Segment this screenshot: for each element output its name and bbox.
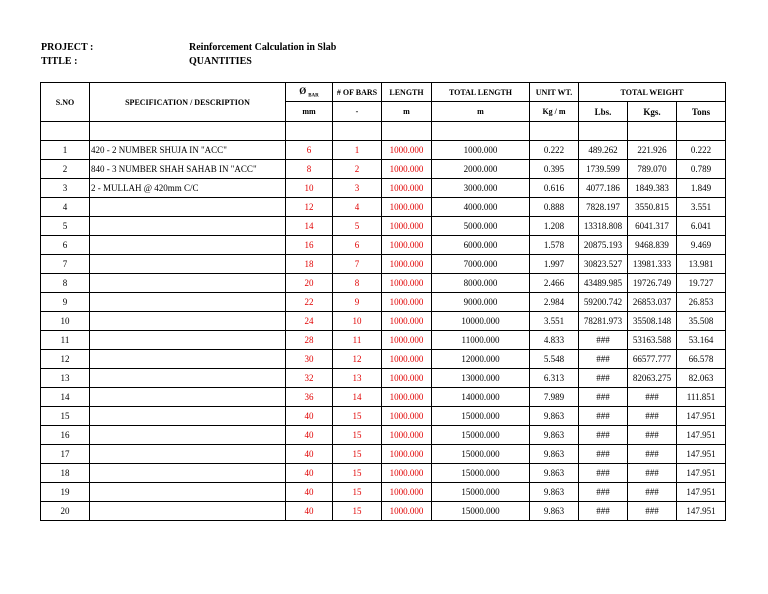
weight-kgs-cell[interactable]: ### bbox=[628, 426, 677, 445]
weight-lbs-cell[interactable]: 1739.599 bbox=[579, 160, 628, 179]
weight-lbs-cell[interactable]: 43489.985 bbox=[579, 274, 628, 293]
table-row bbox=[41, 312, 726, 331]
diameter-cell[interactable]: 8 bbox=[286, 160, 333, 179]
length-cell[interactable]: 1000.000 bbox=[382, 217, 432, 236]
weight-kgs-cell[interactable]: 6041.317 bbox=[628, 217, 677, 236]
blank-cell[interactable] bbox=[286, 122, 333, 141]
bars-cell[interactable]: 1 bbox=[333, 141, 382, 160]
unit-wt-cell[interactable]: 1.208 bbox=[530, 217, 579, 236]
diameter-cell[interactable]: 18 bbox=[286, 255, 333, 274]
table-row bbox=[41, 141, 726, 160]
weight-lbs-cell[interactable]: ### bbox=[579, 388, 628, 407]
length-cell[interactable]: 1000.000 bbox=[382, 426, 432, 445]
sno-cell[interactable]: 7 bbox=[41, 255, 90, 274]
length-cell[interactable]: 1000.000 bbox=[382, 464, 432, 483]
total-length-cell[interactable]: 3000.000 bbox=[432, 179, 530, 198]
length-cell[interactable]: 1000.000 bbox=[382, 236, 432, 255]
description-cell[interactable] bbox=[90, 293, 286, 312]
total-length-cell[interactable]: 13000.000 bbox=[432, 369, 530, 388]
weight-kgs-cell[interactable]: ### bbox=[628, 502, 677, 521]
sno-cell[interactable]: 16 bbox=[41, 426, 90, 445]
bars-cell[interactable]: 6 bbox=[333, 236, 382, 255]
weight-lbs-cell[interactable]: 13318.808 bbox=[579, 217, 628, 236]
description-cell[interactable] bbox=[90, 502, 286, 521]
total-length-cell[interactable]: 15000.000 bbox=[432, 464, 530, 483]
description-cell[interactable] bbox=[90, 483, 286, 502]
description-cell[interactable] bbox=[90, 426, 286, 445]
header-total-weight: TOTAL WEIGHT bbox=[579, 83, 726, 102]
bars-cell[interactable]: 8 bbox=[333, 274, 382, 293]
diameter-cell[interactable]: 14 bbox=[286, 217, 333, 236]
total-length-cell[interactable]: 10000.000 bbox=[432, 312, 530, 331]
diameter-cell[interactable]: 40 bbox=[286, 483, 333, 502]
weight-lbs-cell[interactable]: 30823.527 bbox=[579, 255, 628, 274]
unit-wt-cell[interactable]: 9.863 bbox=[530, 445, 579, 464]
description-cell[interactable]: 2 - MULLAH @ 420mm C/C bbox=[90, 179, 286, 198]
weight-kgs-cell[interactable]: ### bbox=[628, 388, 677, 407]
description-cell[interactable] bbox=[90, 274, 286, 293]
blank-cell[interactable] bbox=[530, 122, 579, 141]
length-cell[interactable]: 1000.000 bbox=[382, 293, 432, 312]
weight-lbs-cell[interactable]: ### bbox=[579, 502, 628, 521]
project-value[interactable]: Reinforcement Calculation in Slab bbox=[189, 42, 337, 53]
diameter-cell[interactable]: 32 bbox=[286, 369, 333, 388]
diameter-cell[interactable]: 30 bbox=[286, 350, 333, 369]
bars-cell[interactable]: 15 bbox=[333, 407, 382, 426]
weight-lbs-cell[interactable]: ### bbox=[579, 369, 628, 388]
quantities-table bbox=[40, 82, 726, 521]
total-length-cell[interactable]: 8000.000 bbox=[432, 274, 530, 293]
sno-cell[interactable]: 13 bbox=[41, 369, 90, 388]
table-row bbox=[41, 350, 726, 369]
sno-cell[interactable]: 8 bbox=[41, 274, 90, 293]
header-sno: S.NO bbox=[41, 83, 90, 122]
diameter-cell[interactable]: 40 bbox=[286, 502, 333, 521]
length-cell[interactable]: 1000.000 bbox=[382, 445, 432, 464]
weight-lbs-cell[interactable]: ### bbox=[579, 331, 628, 350]
weight-lbs-cell[interactable]: ### bbox=[579, 407, 628, 426]
weight-tons-cell[interactable]: 13.981 bbox=[677, 255, 726, 274]
diameter-cell[interactable]: 16 bbox=[286, 236, 333, 255]
weight-tons-cell[interactable]: 35.508 bbox=[677, 312, 726, 331]
blank-cell[interactable] bbox=[432, 122, 530, 141]
description-cell[interactable] bbox=[90, 369, 286, 388]
length-cell[interactable]: 1000.000 bbox=[382, 350, 432, 369]
weight-tons-cell[interactable]: 147.951 bbox=[677, 445, 726, 464]
weight-tons-cell[interactable]: 82.063 bbox=[677, 369, 726, 388]
sno-cell[interactable]: 6 bbox=[41, 236, 90, 255]
table-row bbox=[41, 369, 726, 388]
title-label: TITLE : bbox=[41, 56, 78, 67]
total-length-cell[interactable]: 15000.000 bbox=[432, 483, 530, 502]
weight-kgs-cell[interactable]: 66577.777 bbox=[628, 350, 677, 369]
header-dia bbox=[286, 83, 333, 102]
description-cell[interactable] bbox=[90, 350, 286, 369]
weight-tons-cell[interactable]: 147.951 bbox=[677, 483, 726, 502]
weight-tons-cell[interactable]: 0.789 bbox=[677, 160, 726, 179]
weight-kgs-cell[interactable]: 35508.148 bbox=[628, 312, 677, 331]
sno-cell[interactable]: 19 bbox=[41, 483, 90, 502]
bars-cell[interactable]: 15 bbox=[333, 445, 382, 464]
length-cell[interactable]: 1000.000 bbox=[382, 483, 432, 502]
description-cell[interactable] bbox=[90, 217, 286, 236]
weight-kgs-cell[interactable]: 221.926 bbox=[628, 141, 677, 160]
weight-kgs-cell[interactable]: 82063.275 bbox=[628, 369, 677, 388]
blank-cell[interactable] bbox=[90, 122, 286, 141]
table-row bbox=[41, 179, 726, 198]
sno-cell[interactable]: 15 bbox=[41, 407, 90, 426]
diameter-cell[interactable]: 40 bbox=[286, 464, 333, 483]
length-cell[interactable]: 1000.000 bbox=[382, 274, 432, 293]
diameter-cell[interactable]: 40 bbox=[286, 445, 333, 464]
length-cell[interactable]: 1000.000 bbox=[382, 312, 432, 331]
description-cell[interactable] bbox=[90, 464, 286, 483]
unit-wt-cell[interactable]: 1.997 bbox=[530, 255, 579, 274]
weight-kgs-cell[interactable]: ### bbox=[628, 445, 677, 464]
weight-kgs-cell[interactable]: 53163.588 bbox=[628, 331, 677, 350]
table-row bbox=[41, 445, 726, 464]
bars-cell[interactable]: 15 bbox=[333, 483, 382, 502]
length-cell[interactable]: 1000.000 bbox=[382, 388, 432, 407]
bars-cell[interactable]: 5 bbox=[333, 217, 382, 236]
weight-kgs-cell[interactable]: 789.070 bbox=[628, 160, 677, 179]
weight-lbs-cell[interactable]: ### bbox=[579, 464, 628, 483]
length-cell[interactable]: 1000.000 bbox=[382, 160, 432, 179]
weight-lbs-cell[interactable]: 20875.193 bbox=[579, 236, 628, 255]
length-cell[interactable]: 1000.000 bbox=[382, 407, 432, 426]
description-cell[interactable] bbox=[90, 198, 286, 217]
weight-lbs-cell[interactable]: 4077.186 bbox=[579, 179, 628, 198]
sno-cell[interactable]: 2 bbox=[41, 160, 90, 179]
sno-cell[interactable]: 9 bbox=[41, 293, 90, 312]
bars-cell[interactable]: 9 bbox=[333, 293, 382, 312]
weight-tons-cell[interactable]: 6.041 bbox=[677, 217, 726, 236]
length-cell[interactable]: 1000.000 bbox=[382, 369, 432, 388]
total-length-cell[interactable]: 4000.000 bbox=[432, 198, 530, 217]
blank-cell[interactable] bbox=[333, 122, 382, 141]
sno-cell[interactable]: 14 bbox=[41, 388, 90, 407]
sno-cell[interactable]: 5 bbox=[41, 217, 90, 236]
unit-wt-cell[interactable]: 0.395 bbox=[530, 160, 579, 179]
title-value[interactable]: QUANTITIES bbox=[189, 56, 252, 67]
diameter-cell[interactable]: 24 bbox=[286, 312, 333, 331]
total-length-cell[interactable]: 15000.000 bbox=[432, 407, 530, 426]
length-cell[interactable]: 1000.000 bbox=[382, 255, 432, 274]
sno-cell[interactable]: 18 bbox=[41, 464, 90, 483]
weight-tons-cell[interactable]: 19.727 bbox=[677, 274, 726, 293]
unit-wt-cell[interactable]: 2.984 bbox=[530, 293, 579, 312]
weight-tons-cell[interactable]: 66.578 bbox=[677, 350, 726, 369]
unit-wt-cell[interactable]: 9.863 bbox=[530, 464, 579, 483]
blank-cell[interactable] bbox=[382, 122, 432, 141]
sno-cell[interactable]: 10 bbox=[41, 312, 90, 331]
description-cell[interactable] bbox=[90, 445, 286, 464]
sno-cell[interactable]: 11 bbox=[41, 331, 90, 350]
description-cell[interactable] bbox=[90, 312, 286, 331]
weight-lbs-cell[interactable]: 7828.197 bbox=[579, 198, 628, 217]
unit-wt-cell[interactable]: 1.578 bbox=[530, 236, 579, 255]
header-tons: Tons bbox=[677, 102, 726, 122]
unit-wt-cell[interactable]: 5.548 bbox=[530, 350, 579, 369]
unit-length: m bbox=[382, 102, 432, 122]
weight-lbs-cell[interactable]: ### bbox=[579, 483, 628, 502]
unit-wt-cell[interactable]: 9.863 bbox=[530, 502, 579, 521]
diameter-cell[interactable]: 28 bbox=[286, 331, 333, 350]
weight-lbs-cell[interactable]: ### bbox=[579, 350, 628, 369]
weight-kgs-cell[interactable]: 19726.749 bbox=[628, 274, 677, 293]
diameter-cell[interactable]: 12 bbox=[286, 198, 333, 217]
description-cell[interactable] bbox=[90, 388, 286, 407]
diameter-cell[interactable]: 20 bbox=[286, 274, 333, 293]
table-row bbox=[41, 464, 726, 483]
weight-tons-cell[interactable]: 147.951 bbox=[677, 464, 726, 483]
blank-cell[interactable] bbox=[628, 122, 677, 141]
header-unit-wt: UNIT WT. bbox=[530, 83, 579, 102]
sno-cell[interactable]: 20 bbox=[41, 502, 90, 521]
description-cell[interactable] bbox=[90, 331, 286, 350]
weight-kgs-cell[interactable]: ### bbox=[628, 464, 677, 483]
weight-tons-cell[interactable]: 0.222 bbox=[677, 141, 726, 160]
total-length-cell[interactable]: 9000.000 bbox=[432, 293, 530, 312]
table-row bbox=[41, 293, 726, 312]
table-row bbox=[41, 274, 726, 293]
bars-cell[interactable]: 7 bbox=[333, 255, 382, 274]
unit-wt-cell[interactable]: 0.888 bbox=[530, 198, 579, 217]
unit-wt-cell[interactable]: 9.863 bbox=[530, 426, 579, 445]
bars-cell[interactable]: 10 bbox=[333, 312, 382, 331]
description-cell[interactable] bbox=[90, 407, 286, 426]
header-dia-sub: BAR bbox=[308, 93, 319, 99]
total-length-cell[interactable]: 12000.000 bbox=[432, 350, 530, 369]
description-cell[interactable]: 420 - 2 NUMBER SHUJA IN "ACC" bbox=[90, 141, 286, 160]
description-cell[interactable]: 840 - 3 NUMBER SHAH SAHAB IN "ACC" bbox=[90, 160, 286, 179]
table-row bbox=[41, 483, 726, 502]
length-cell[interactable]: 1000.000 bbox=[382, 331, 432, 350]
weight-kgs-cell[interactable]: 13981.333 bbox=[628, 255, 677, 274]
total-length-cell[interactable]: 5000.000 bbox=[432, 217, 530, 236]
table-row bbox=[41, 217, 726, 236]
unit-wt-cell[interactable]: 9.863 bbox=[530, 407, 579, 426]
weight-kgs-cell[interactable]: 26853.037 bbox=[628, 293, 677, 312]
bars-cell[interactable]: 15 bbox=[333, 464, 382, 483]
header-lbs: Lbs. bbox=[579, 102, 628, 122]
unit-wt-cell[interactable]: 9.863 bbox=[530, 483, 579, 502]
weight-tons-cell[interactable]: 9.469 bbox=[677, 236, 726, 255]
length-cell[interactable]: 1000.000 bbox=[382, 179, 432, 198]
bars-cell[interactable]: 2 bbox=[333, 160, 382, 179]
length-cell[interactable]: 1000.000 bbox=[382, 141, 432, 160]
weight-lbs-cell[interactable]: 78281.973 bbox=[579, 312, 628, 331]
total-length-cell[interactable]: 6000.000 bbox=[432, 236, 530, 255]
unit-wt-cell[interactable]: 3.551 bbox=[530, 312, 579, 331]
unit-dia: mm bbox=[286, 102, 333, 122]
weight-tons-cell[interactable]: 1.849 bbox=[677, 179, 726, 198]
table-row bbox=[41, 388, 726, 407]
blank-row bbox=[41, 122, 726, 141]
weight-tons-cell[interactable]: 111.851 bbox=[677, 388, 726, 407]
header-kgs: Kgs. bbox=[628, 102, 677, 122]
blank-cell[interactable] bbox=[677, 122, 726, 141]
bars-cell[interactable]: 11 bbox=[333, 331, 382, 350]
unit-wt-cell[interactable]: 0.222 bbox=[530, 141, 579, 160]
table-row bbox=[41, 426, 726, 445]
weight-lbs-cell[interactable]: ### bbox=[579, 426, 628, 445]
unit-wt-cell[interactable]: 4.833 bbox=[530, 331, 579, 350]
total-length-cell[interactable]: 15000.000 bbox=[432, 502, 530, 521]
unit-bars: - bbox=[333, 102, 382, 122]
table-row bbox=[41, 236, 726, 255]
description-cell[interactable] bbox=[90, 255, 286, 274]
bars-cell[interactable]: 15 bbox=[333, 502, 382, 521]
sno-cell[interactable]: 1 bbox=[41, 141, 90, 160]
header-total-length: TOTAL LENGTH bbox=[432, 83, 530, 102]
weight-lbs-cell[interactable]: 59200.742 bbox=[579, 293, 628, 312]
total-length-cell[interactable]: 15000.000 bbox=[432, 445, 530, 464]
total-length-cell[interactable]: 1000.000 bbox=[432, 141, 530, 160]
weight-kgs-cell[interactable]: 3550.815 bbox=[628, 198, 677, 217]
weight-tons-cell[interactable]: 147.951 bbox=[677, 426, 726, 445]
bars-cell[interactable]: 14 bbox=[333, 388, 382, 407]
table-row bbox=[41, 331, 726, 350]
unit-wt-cell[interactable]: 7.989 bbox=[530, 388, 579, 407]
weight-tons-cell[interactable]: 147.951 bbox=[677, 502, 726, 521]
unit-unit-wt: Kg / m bbox=[530, 102, 579, 122]
bars-cell[interactable]: 15 bbox=[333, 426, 382, 445]
description-cell[interactable] bbox=[90, 236, 286, 255]
length-cell[interactable]: 1000.000 bbox=[382, 502, 432, 521]
unit-wt-cell[interactable]: 0.616 bbox=[530, 179, 579, 198]
table-row bbox=[41, 407, 726, 426]
sno-cell[interactable]: 12 bbox=[41, 350, 90, 369]
project-label: PROJECT : bbox=[41, 42, 94, 53]
weight-lbs-cell[interactable]: 489.262 bbox=[579, 141, 628, 160]
header-length: LENGTH bbox=[382, 83, 432, 102]
blank-cell[interactable] bbox=[579, 122, 628, 141]
weight-kgs-cell[interactable]: ### bbox=[628, 407, 677, 426]
total-length-cell[interactable]: 2000.000 bbox=[432, 160, 530, 179]
weight-tons-cell[interactable]: 53.164 bbox=[677, 331, 726, 350]
diameter-cell[interactable]: 22 bbox=[286, 293, 333, 312]
bars-cell[interactable]: 12 bbox=[333, 350, 382, 369]
total-length-cell[interactable]: 14000.000 bbox=[432, 388, 530, 407]
table-body bbox=[41, 122, 726, 521]
table-row bbox=[41, 160, 726, 179]
sno-cell[interactable]: 3 bbox=[41, 179, 90, 198]
weight-kgs-cell[interactable]: 9468.839 bbox=[628, 236, 677, 255]
weight-kgs-cell[interactable]: 1849.383 bbox=[628, 179, 677, 198]
bars-cell[interactable]: 3 bbox=[333, 179, 382, 198]
total-length-cell[interactable]: 15000.000 bbox=[432, 426, 530, 445]
weight-lbs-cell[interactable]: ### bbox=[579, 445, 628, 464]
diameter-symbol: Ø bbox=[299, 85, 307, 96]
table-row bbox=[41, 198, 726, 217]
sno-cell[interactable]: 4 bbox=[41, 198, 90, 217]
weight-tons-cell[interactable]: 26.853 bbox=[677, 293, 726, 312]
bars-cell[interactable]: 4 bbox=[333, 198, 382, 217]
diameter-cell[interactable]: 40 bbox=[286, 407, 333, 426]
table-header bbox=[41, 83, 726, 122]
diameter-cell[interactable]: 40 bbox=[286, 426, 333, 445]
table-row bbox=[41, 502, 726, 521]
diameter-cell[interactable]: 6 bbox=[286, 141, 333, 160]
weight-tons-cell[interactable]: 3.551 bbox=[677, 198, 726, 217]
unit-wt-cell[interactable]: 2.466 bbox=[530, 274, 579, 293]
unit-wt-cell[interactable]: 6.313 bbox=[530, 369, 579, 388]
total-length-cell[interactable]: 11000.000 bbox=[432, 331, 530, 350]
blank-cell[interactable] bbox=[41, 122, 90, 141]
unit-total-length: m bbox=[432, 102, 530, 122]
diameter-cell[interactable]: 36 bbox=[286, 388, 333, 407]
weight-tons-cell[interactable]: 147.951 bbox=[677, 407, 726, 426]
header-bars: # OF BARS bbox=[333, 83, 382, 102]
length-cell[interactable]: 1000.000 bbox=[382, 198, 432, 217]
sno-cell[interactable]: 17 bbox=[41, 445, 90, 464]
diameter-cell[interactable]: 10 bbox=[286, 179, 333, 198]
bars-cell[interactable]: 13 bbox=[333, 369, 382, 388]
header-spec: SPECIFICATION / DESCRIPTION bbox=[90, 83, 286, 122]
weight-kgs-cell[interactable]: ### bbox=[628, 483, 677, 502]
table-row bbox=[41, 255, 726, 274]
total-length-cell[interactable]: 7000.000 bbox=[432, 255, 530, 274]
